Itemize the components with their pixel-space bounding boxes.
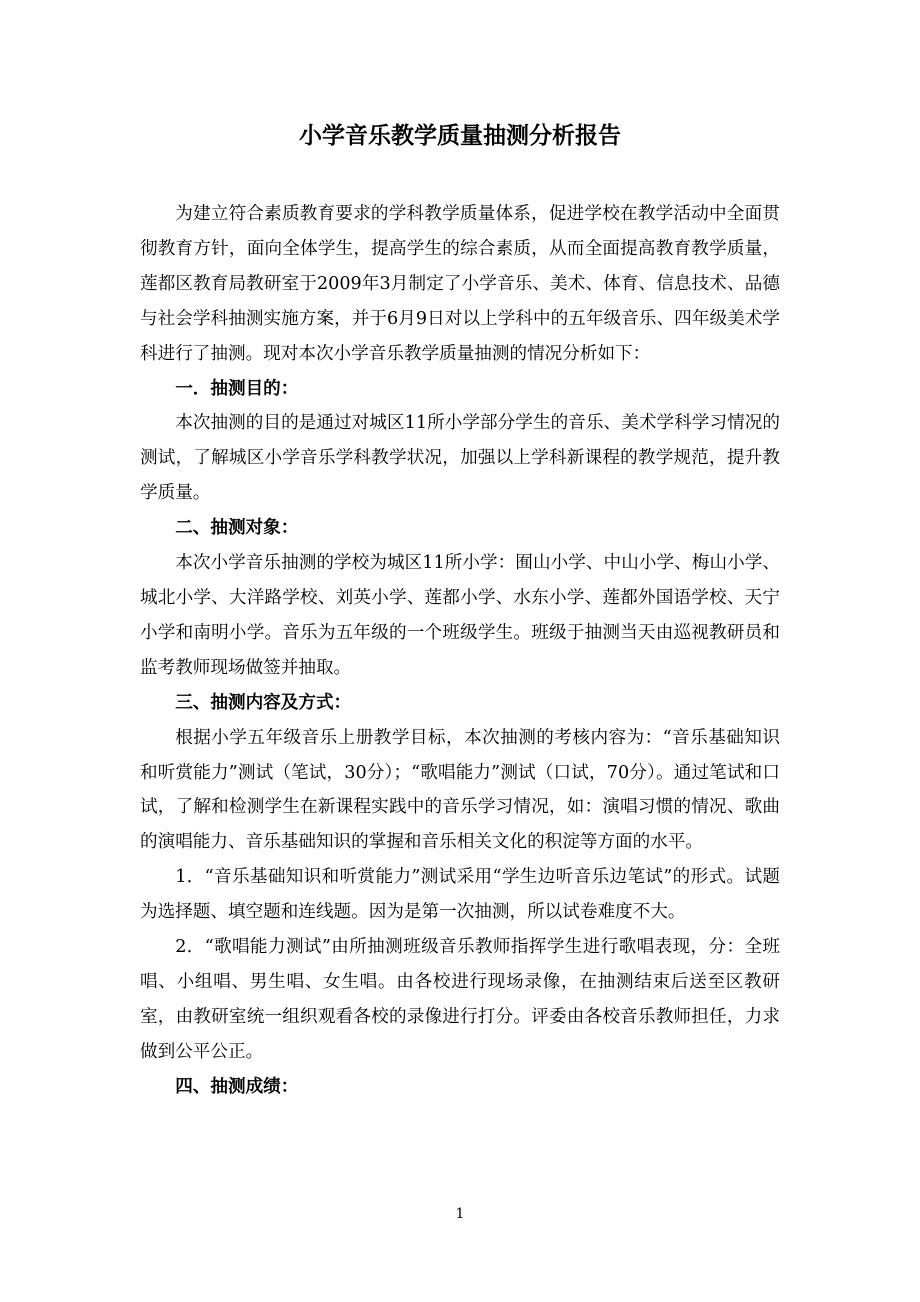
section-heading-subjects: 二、抽测对象： xyxy=(175,518,299,539)
section-heading-purpose: 一．抽测目的： xyxy=(175,378,299,399)
page-number: 1 xyxy=(455,1206,465,1222)
paragraph-subjects: 本次小学音乐抽测的学校为城区11所小学：囿山小学、中山小学、梅山小学、城北小学、大洋路学校、刘英小学、莲都小学、水东小学、莲都外国语学校、天宁小学和南明小学。音乐为五年级的一个班级学生。班级于抽测当天由巡视教研员和监考教师现场做签并抽取。 xyxy=(140,553,780,678)
document-body xyxy=(140,197,780,1105)
paragraph-item-2: 2．“歌唱能力测试”由所抽测班级音乐教师指挥学生进行歌唱表现，分：全班唱、小组唱、男生唱、女生唱。由各校进行现场录像，在抽测结束后送至区教研室，由教研室统一组织观看各校的录像进行打分。评委由各校音乐教师担任，力求做到公平公正。 xyxy=(140,937,780,1062)
paragraph-item-1: 1．“音乐基础知识和听赏能力”测试采用“学生边听音乐边笔试”的形式。试题为选择题、填空题和连线题。因为是第一次抽测，所以试卷难度不大。 xyxy=(140,867,780,923)
paragraph-intro: 为建立符合素质教育要求的学科教学质量体系，促进学校在教学活动中全面贯彻教育方针，面向全体学生，提高学生的综合素质，从而全面提高教育教学质量，莲都区教育局教研室于2009年3月制定了小学音乐、美术、体育、信息技术、品德与社会学科抽测实施方案，并于6月9日对以上学科中的五年级音乐、四年级美术学科进行了抽测。现对本次小学音乐教学质量抽测的情况分析如下： xyxy=(140,204,780,364)
paragraph-content: 根据小学五年级音乐上册教学目标，本次抽测的考核内容为：“音乐基础知识和听赏能力”测试（笔试，30分）；“歌唱能力”测试（口试，70分）。通过笔试和口试，了解和检测学生在新课程实践中的音乐学习情况，如：演唱习惯的情况、歌曲的演唱能力、音乐基础知识的掌握和音乐相关文化的积淀等方面的水平。 xyxy=(140,727,780,853)
document-title: 小学音乐教学质量抽测分析报告 xyxy=(299,123,621,149)
section-heading-content: 三、抽测内容及方式： xyxy=(175,692,352,713)
paragraph-purpose: 本次抽测的目的是通过对城区11所小学部分学生的音乐、美术学科学习情况的测试，了解城区小学音乐学科教学状况，加强以上学科新课程的教学规范，提升教学质量。 xyxy=(140,413,780,504)
section-heading-results: 四、抽测成绩： xyxy=(175,1076,299,1097)
